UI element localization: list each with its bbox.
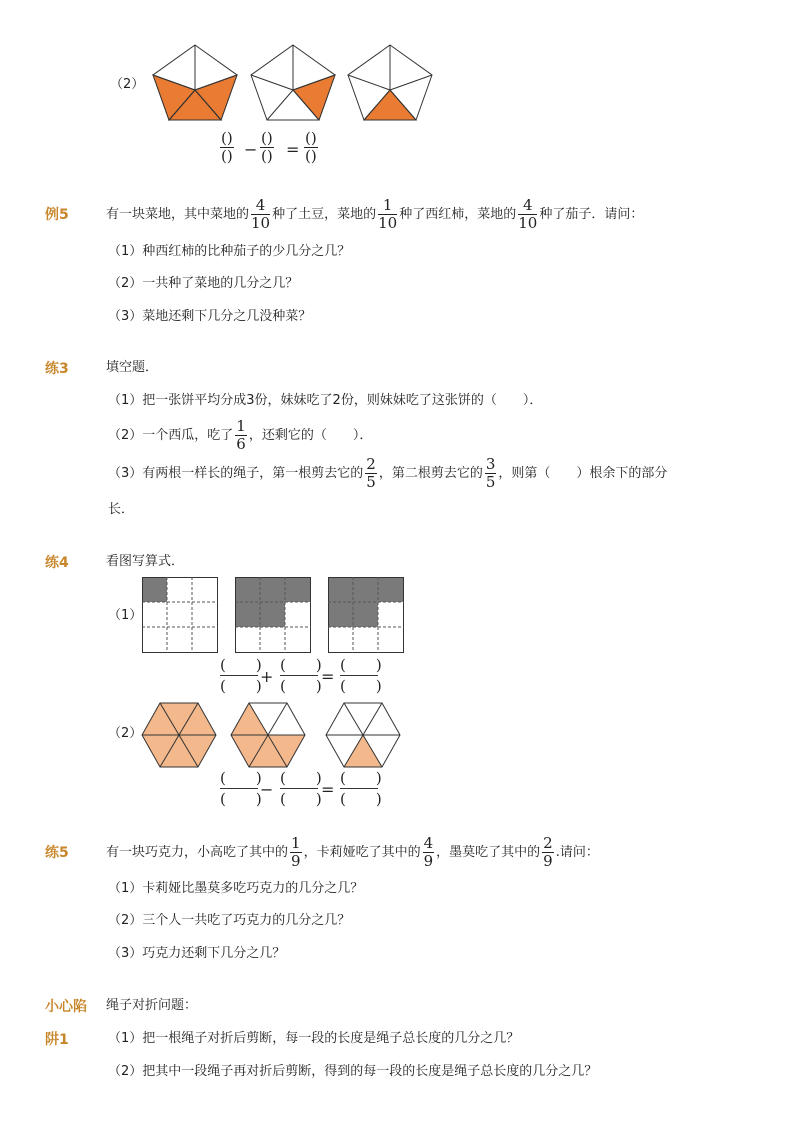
example-5-question-1: （1）种西红柿的比种茄子的少几分之几？ xyxy=(108,244,351,259)
trap-question-2: （2）把其中一段绳子再对折后剪断，得到的每一段的长度是绳子总长度的几分之几？ xyxy=(108,1064,598,1079)
practice-3-question-3: （3）有两根一样长的绳子，第一根剪去它的 $\frac{2}{5}$ ，第二根剪去它的 $\frac{3}{5}$ ，则第（ ）根余下的部分 xyxy=(108,455,668,491)
practice-4-part-2-label: （2） xyxy=(108,726,143,741)
square-grid-figure-3 xyxy=(328,577,404,653)
practice-5-question-2: （2）三个人一共吃了巧克力的几分之几？ xyxy=(108,913,351,928)
hexagon-figure-1 xyxy=(141,702,217,768)
practice-5-label: 练5 xyxy=(45,845,69,861)
practice-5-question-3: （3）巧克力还剩下几分之几？ xyxy=(108,946,286,961)
trap-label-line-2: 阱1 xyxy=(45,1032,69,1048)
practice-3-question-1: （1）把一张饼平均分成3份，妹妹吃了2份，则妹妹吃了这张饼的（ ）． xyxy=(108,393,543,408)
practice-5-statement: 有一块巧克力，小高吃了其中的 $\frac{1}{9}$ ，卡莉娅吃了其中的 $\frac{4}{9}$ ，墨莫吃了其中的 $\frac{2}{9}$ .请问： xyxy=(106,834,599,870)
trap-title: 绳子对折问题： xyxy=(106,998,198,1013)
square-grid-figure-1 xyxy=(142,577,218,653)
practice-3-title: 填空题． xyxy=(106,360,159,375)
pentagon-figure-1 xyxy=(150,42,240,122)
practice-3-question-2: （2）一个西瓜，吃了 $\frac{1}{6}$ ，还剩它的（ ）． xyxy=(108,417,373,453)
example-5-question-2: （2）一共种了菜地的几分之几？ xyxy=(108,276,299,291)
trap-label-line-1: 小心陷 xyxy=(45,999,87,1015)
hexagon-figure-3 xyxy=(325,702,401,768)
practice-4-part-1-label: （1） xyxy=(108,608,143,623)
part-label: （2） xyxy=(110,77,145,92)
square-grid-figure-2 xyxy=(235,577,311,653)
practice-3-label: 练3 xyxy=(45,361,69,377)
practice-5-question-1: （1）卡莉娅比墨莫多吃巧克力的几分之几？ xyxy=(108,881,364,896)
grid-equation: ( ) ( ) + ( ) ( ) = ( ) ( ) xyxy=(220,656,382,695)
practice-4-label: 练4 xyxy=(45,555,69,571)
pentagon-figure-3 xyxy=(345,42,435,122)
example-5-question-3: （3）菜地还剩下几分之几没种菜？ xyxy=(108,309,312,324)
example-label: 例5 xyxy=(45,207,69,223)
practice-4-title: 看图写算式． xyxy=(106,554,185,569)
hexagon-figure-2 xyxy=(230,702,306,768)
trap-question-1: （1）把一根绳子对折后剪断，每一段的长度是绳子总长度的几分之几？ xyxy=(108,1031,520,1046)
example-5-statement: 有一块菜地，其中菜地的 $\frac{4}{10}$ 种了土豆，菜地的 $\frac{1}{10}$ 种了西红柿，菜地的 $\frac{4}{10}$ 种了茄子．请问： xyxy=(106,196,644,232)
practice-3-question-3-cont: 长． xyxy=(108,502,135,517)
pentagon-equation: () () − () () = () () xyxy=(221,129,317,165)
pentagon-figure-2 xyxy=(248,42,338,122)
hexagon-equation: ( ) ( ) − ( ) ( ) = ( ) ( ) xyxy=(220,769,382,808)
